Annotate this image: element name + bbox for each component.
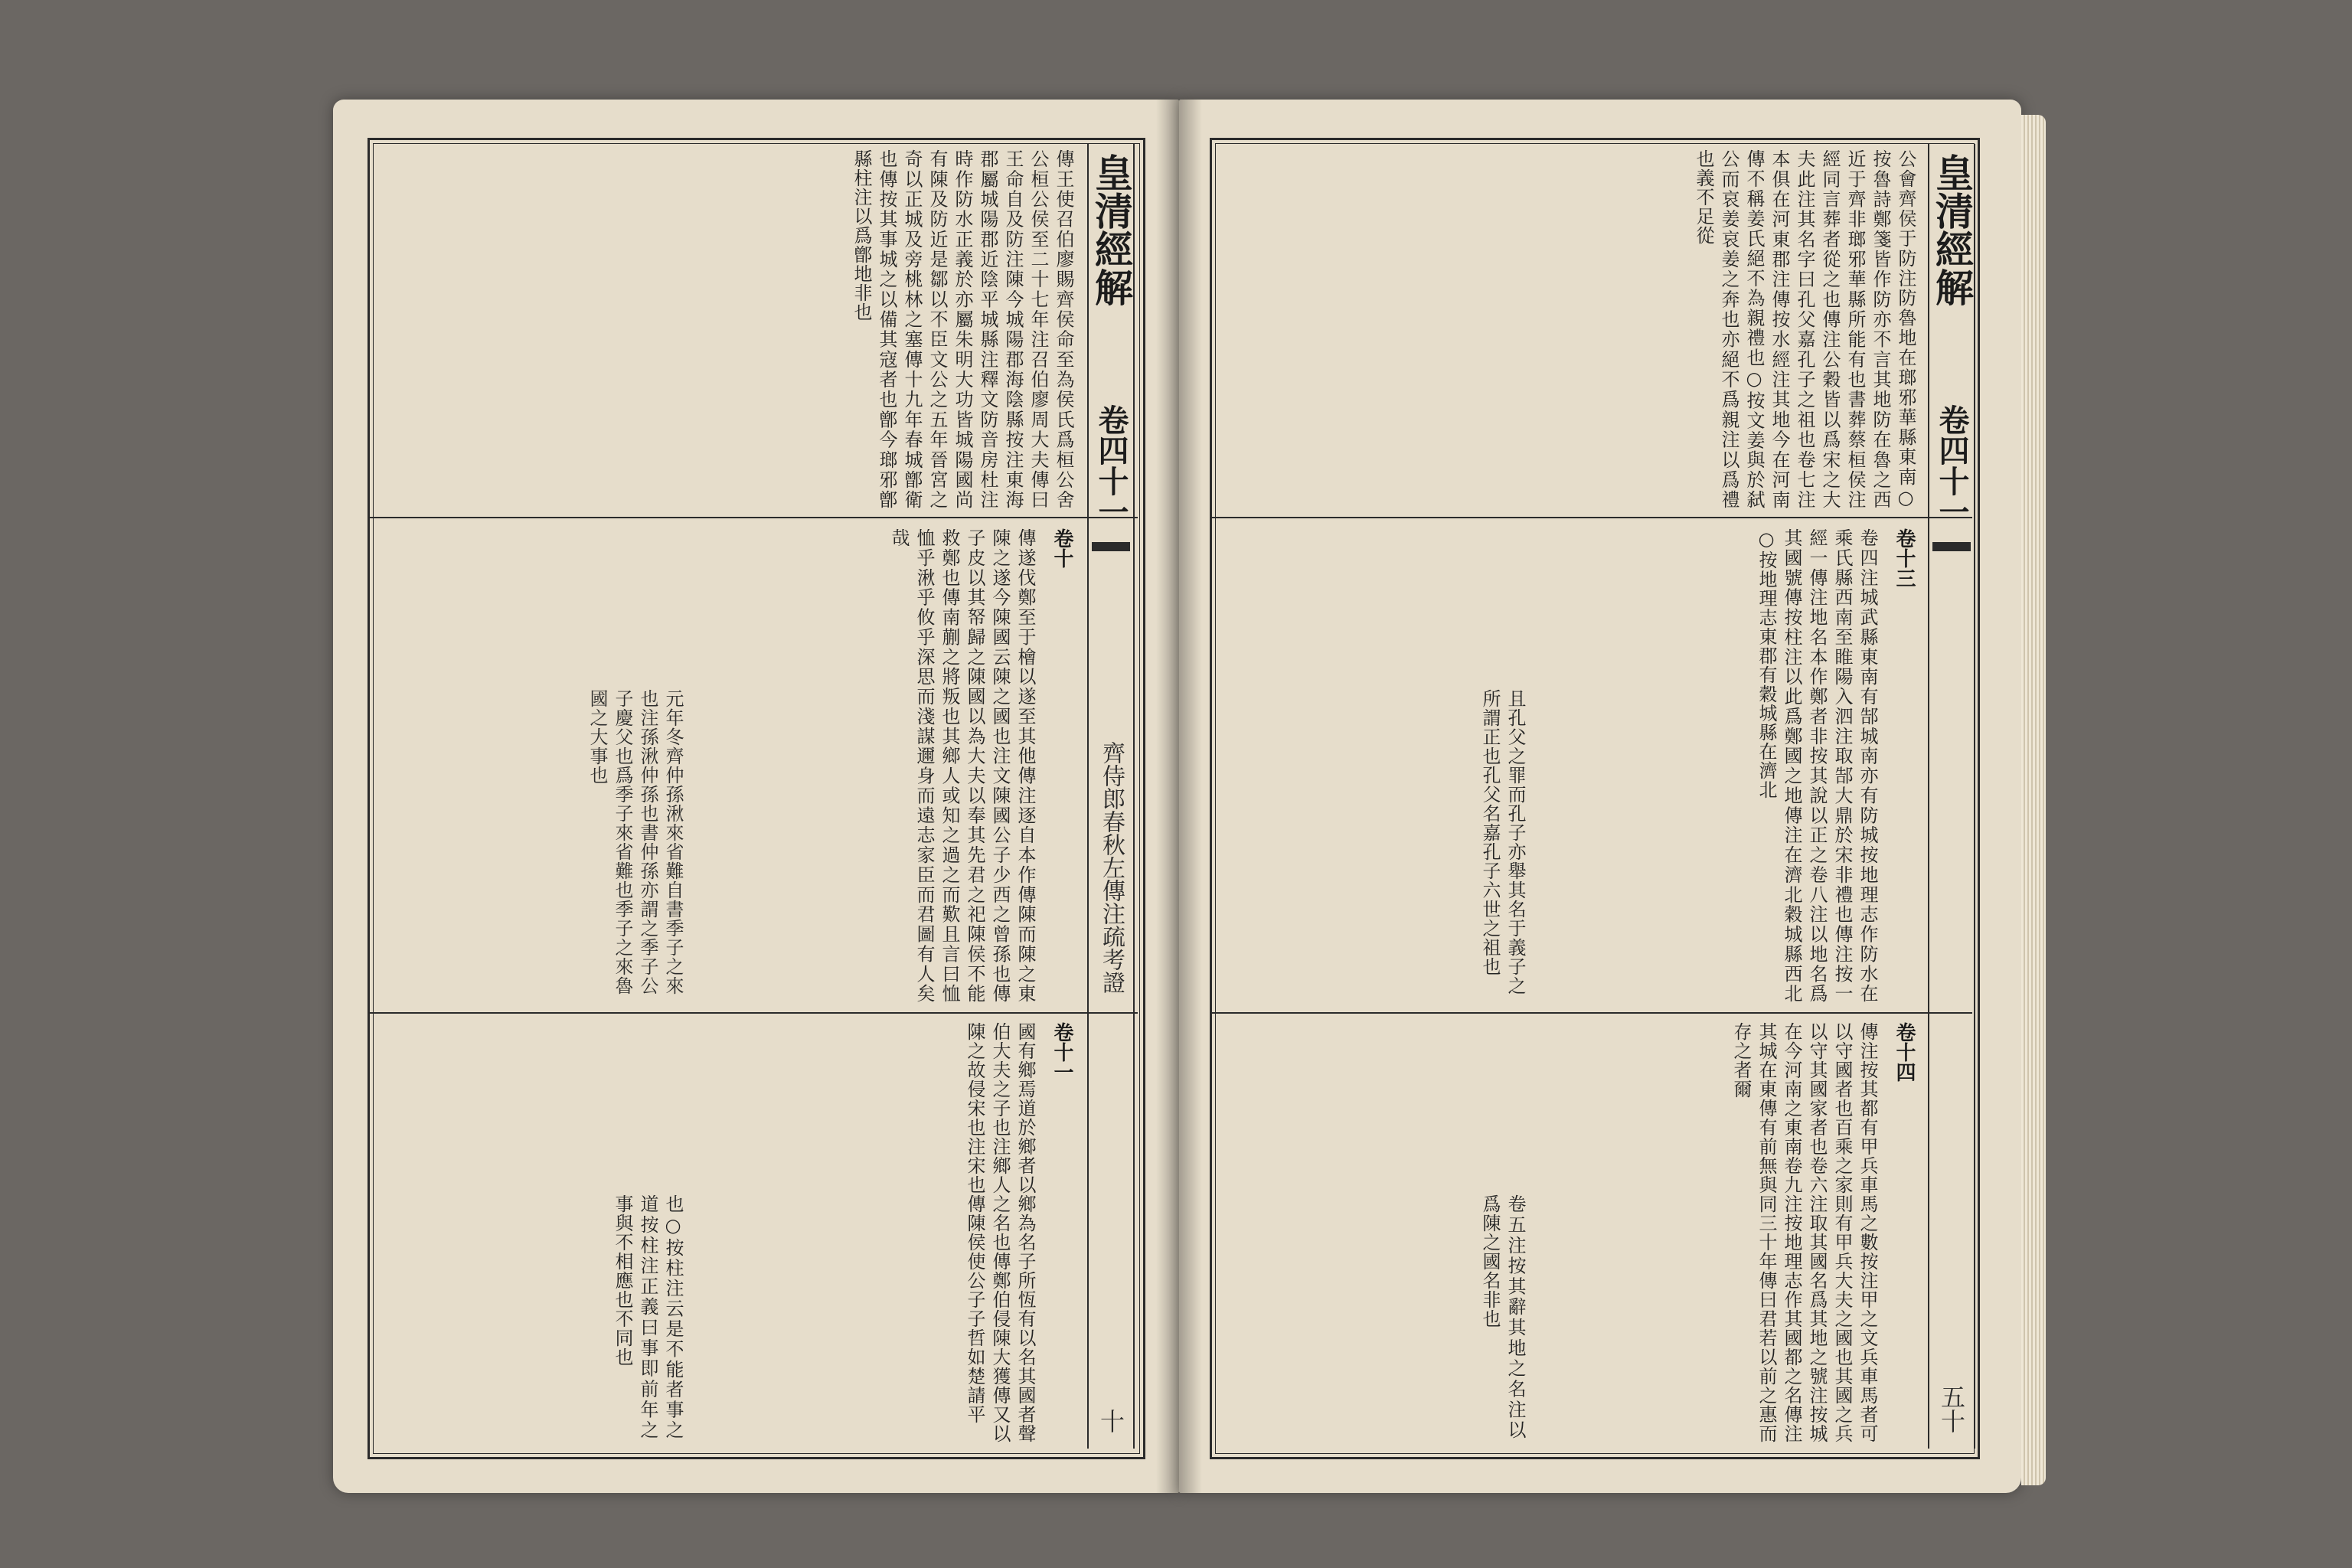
left-page-banner [1087,144,1135,1449]
right-tier-2-text-cont: 且孔父之罪而孔子亦舉其名于義子之所謂正也孔父名嘉孔子六世之祖也 [1479,689,1526,995]
text-passage: 傳注按一經一傳注地名本作鄭者非按其說以正之 [1806,528,1853,1003]
fish-tail-mark [1092,542,1130,551]
text-passage: 卷九注按地理志作其國都之名傳注其城在東 [1756,1022,1802,1443]
fish-tail-mark [1932,542,1971,551]
right-banner-volume: 卷四十一 [1934,404,1970,527]
text-passage: 傳十九年春城鄫衛也傳按其事城之以備其寇者也鄫今瑯邪鄫縣柱注以爲鄫地非也 [851,149,923,509]
text-passage: 傳注在濟北穀城縣西北○按地理志東郡有穀城縣在濟北 [1756,528,1802,1003]
left-tier-3-text: 國有鄉焉道於鄉者以鄉為名子所恆有以名其國者聲伯大夫之子也注鄉人之名也傳鄭伯侵陳大獲傳又以陳之故侵宋也注宋也傳陳侯使公子子哲如楚請平 [964,1022,1036,1443]
right-tier-divider-2 [1212,1012,1972,1014]
page-edges [2021,115,2046,1485]
text-passage: 卷七注本俱在河東郡注傳按水經注其地今在河南 [1769,149,1815,509]
text-passage: 傳不稱姜氏絕不為親禮也○按文姜與於弑公而哀姜哀姜之奔也亦絕不爲親注以爲禮也義不足從 [1693,149,1765,509]
right-tier-divider-1 [1212,517,1972,518]
left-tier-3-heading: 卷十一 [1050,1022,1073,1082]
left-banner-volume: 卷四十一 [1093,404,1129,527]
right-banner-title: 皇清經解 [1929,153,1975,306]
text-passage: 傳有前無與同三十年傳曰君若以前之惠而存之者爾 [1730,1022,1777,1443]
right-tier-3-text-cont: 卷五注按其辭其地之名注以爲陳之國名非也 [1479,1194,1526,1439]
left-tier-3-text-cont: 也○按柱注云是不能者事之道按柱注正義曰事即前年之事與不相應也不同也 [612,1194,684,1439]
right-tier-1-text: 公會齊侯于防注防魯地在瑯邪華縣東南○按魯詩鄭箋皆作防亦不言其地防在魯之西近于齊非瑯邪華縣所能有也書葬蔡桓侯注經同言葬者從之也傳注公穀皆以爲宋之大夫此注其名字曰孔父嘉孔子之祖也卷七注本俱在河東郡注傳按水經注其地今在河南傳不稱姜氏絕不為親禮也○按文姜與於弑公而哀姜哀姜之奔也亦絕不爲親注以爲禮也義不足從 [1693,149,1916,509]
right-page-banner [1928,144,1975,1449]
left-tier-divider-1 [370,517,1138,518]
text-passage: 傳南蒯之將叛也其鄉人或知之過之而歎且言曰恤恤乎湫乎攸乎深思而淺謀邇身而遠志家臣而君圖有人矣哉 [888,528,960,1003]
left-tier-2-text: 傳遂伐鄭至于檜以遂至其他傳注逐自本作傳陳而陳之東陳之遂今陳國云陳之國也注文陳國公子少西之曾孫也傳子皮以其帑歸之陳國以為大夫以奉其先君之祀陳侯不能救鄭也傳南蒯之將叛也其鄉人或知之過之而歎且言曰恤恤乎湫乎攸乎深思而淺謀邇身而遠志家臣而君圖有人矣哉 [888,528,1036,1003]
left-banner-subtitle: 齊侍郎春秋左傳注疏考證 [1098,741,1125,994]
left-banner-title: 皇清經解 [1089,153,1134,306]
left-tier-2-text-cont: 元年冬齊仲孫湫來省難自書季子之來也注孫湫仲孫也書仲孫亦謂之季子公子慶父也爲季子來省難也季子之來魯國之大事也 [586,689,684,995]
book-gutter [1156,100,1202,1493]
right-tier-3-text: 傳注按其都有甲兵車馬之數按注甲之文兵車馬者可以守國者也百乘之家則有甲兵大夫之國也其國之兵以守其國家者也卷六注取其國名爲其地之號注按城在今河南之東南卷九注按地理志作其國都之名傳注其城在東傳有前無與同三十年傳曰君若以前之惠而存之者爾 [1730,1022,1878,1443]
right-tier-3-heading: 卷十四 [1893,1022,1916,1082]
right-tier-2-heading: 卷十三 [1893,528,1916,588]
left-tier-divider-2 [370,1012,1138,1014]
text-passage: 卷六注取其國名爲其地之號注按城在今河南之東南 [1781,1022,1828,1443]
right-banner-page-number: 五十 [1937,1384,1966,1433]
text-passage: 卷八注以地名爲其國號傳按柱注以此爲鄭國之地 [1781,528,1828,1003]
left-tier-2-heading: 卷十 [1050,528,1073,568]
text-passage: 傳注公穀皆以爲宋之大夫此注其名字曰孔父嘉孔子之祖也 [1794,149,1841,509]
right-tier-2-text: 卷四注城武縣東南有郜城南亦有防城按地理志作防水在乘氏縣西南至睢陽入泗注取郜大鼎於宋非禮也傳注按一經一傳注地名本作鄭者非按其說以正之卷八注以地名爲其國號傳按柱注以此爲鄭國之地傳注在濟北穀城縣西北○按地理志東郡有穀城縣在濟北 [1756,528,1878,1003]
left-banner-page-number: 十 [1096,1409,1125,1433]
left-tier-1-text: 傳王使召伯廖賜齊侯命至為侯氏爲桓公舍公桓公侯至二十七年注召伯廖周大夫傳曰王命自及防注陳今城陽郡海陰縣按注東海郡屬城陽郡近陰平城縣注釋文防音房杜注時作防水正義於亦屬朱明大功皆城陽國尚有陳及防近是鄒以不臣文公之五年晉宮之奇以正城及旁桃林之塞傳十九年春城鄫衛也傳按其事城之以備其寇者也鄫今瑯邪鄫縣柱注以爲鄫地非也 [851,149,1074,509]
